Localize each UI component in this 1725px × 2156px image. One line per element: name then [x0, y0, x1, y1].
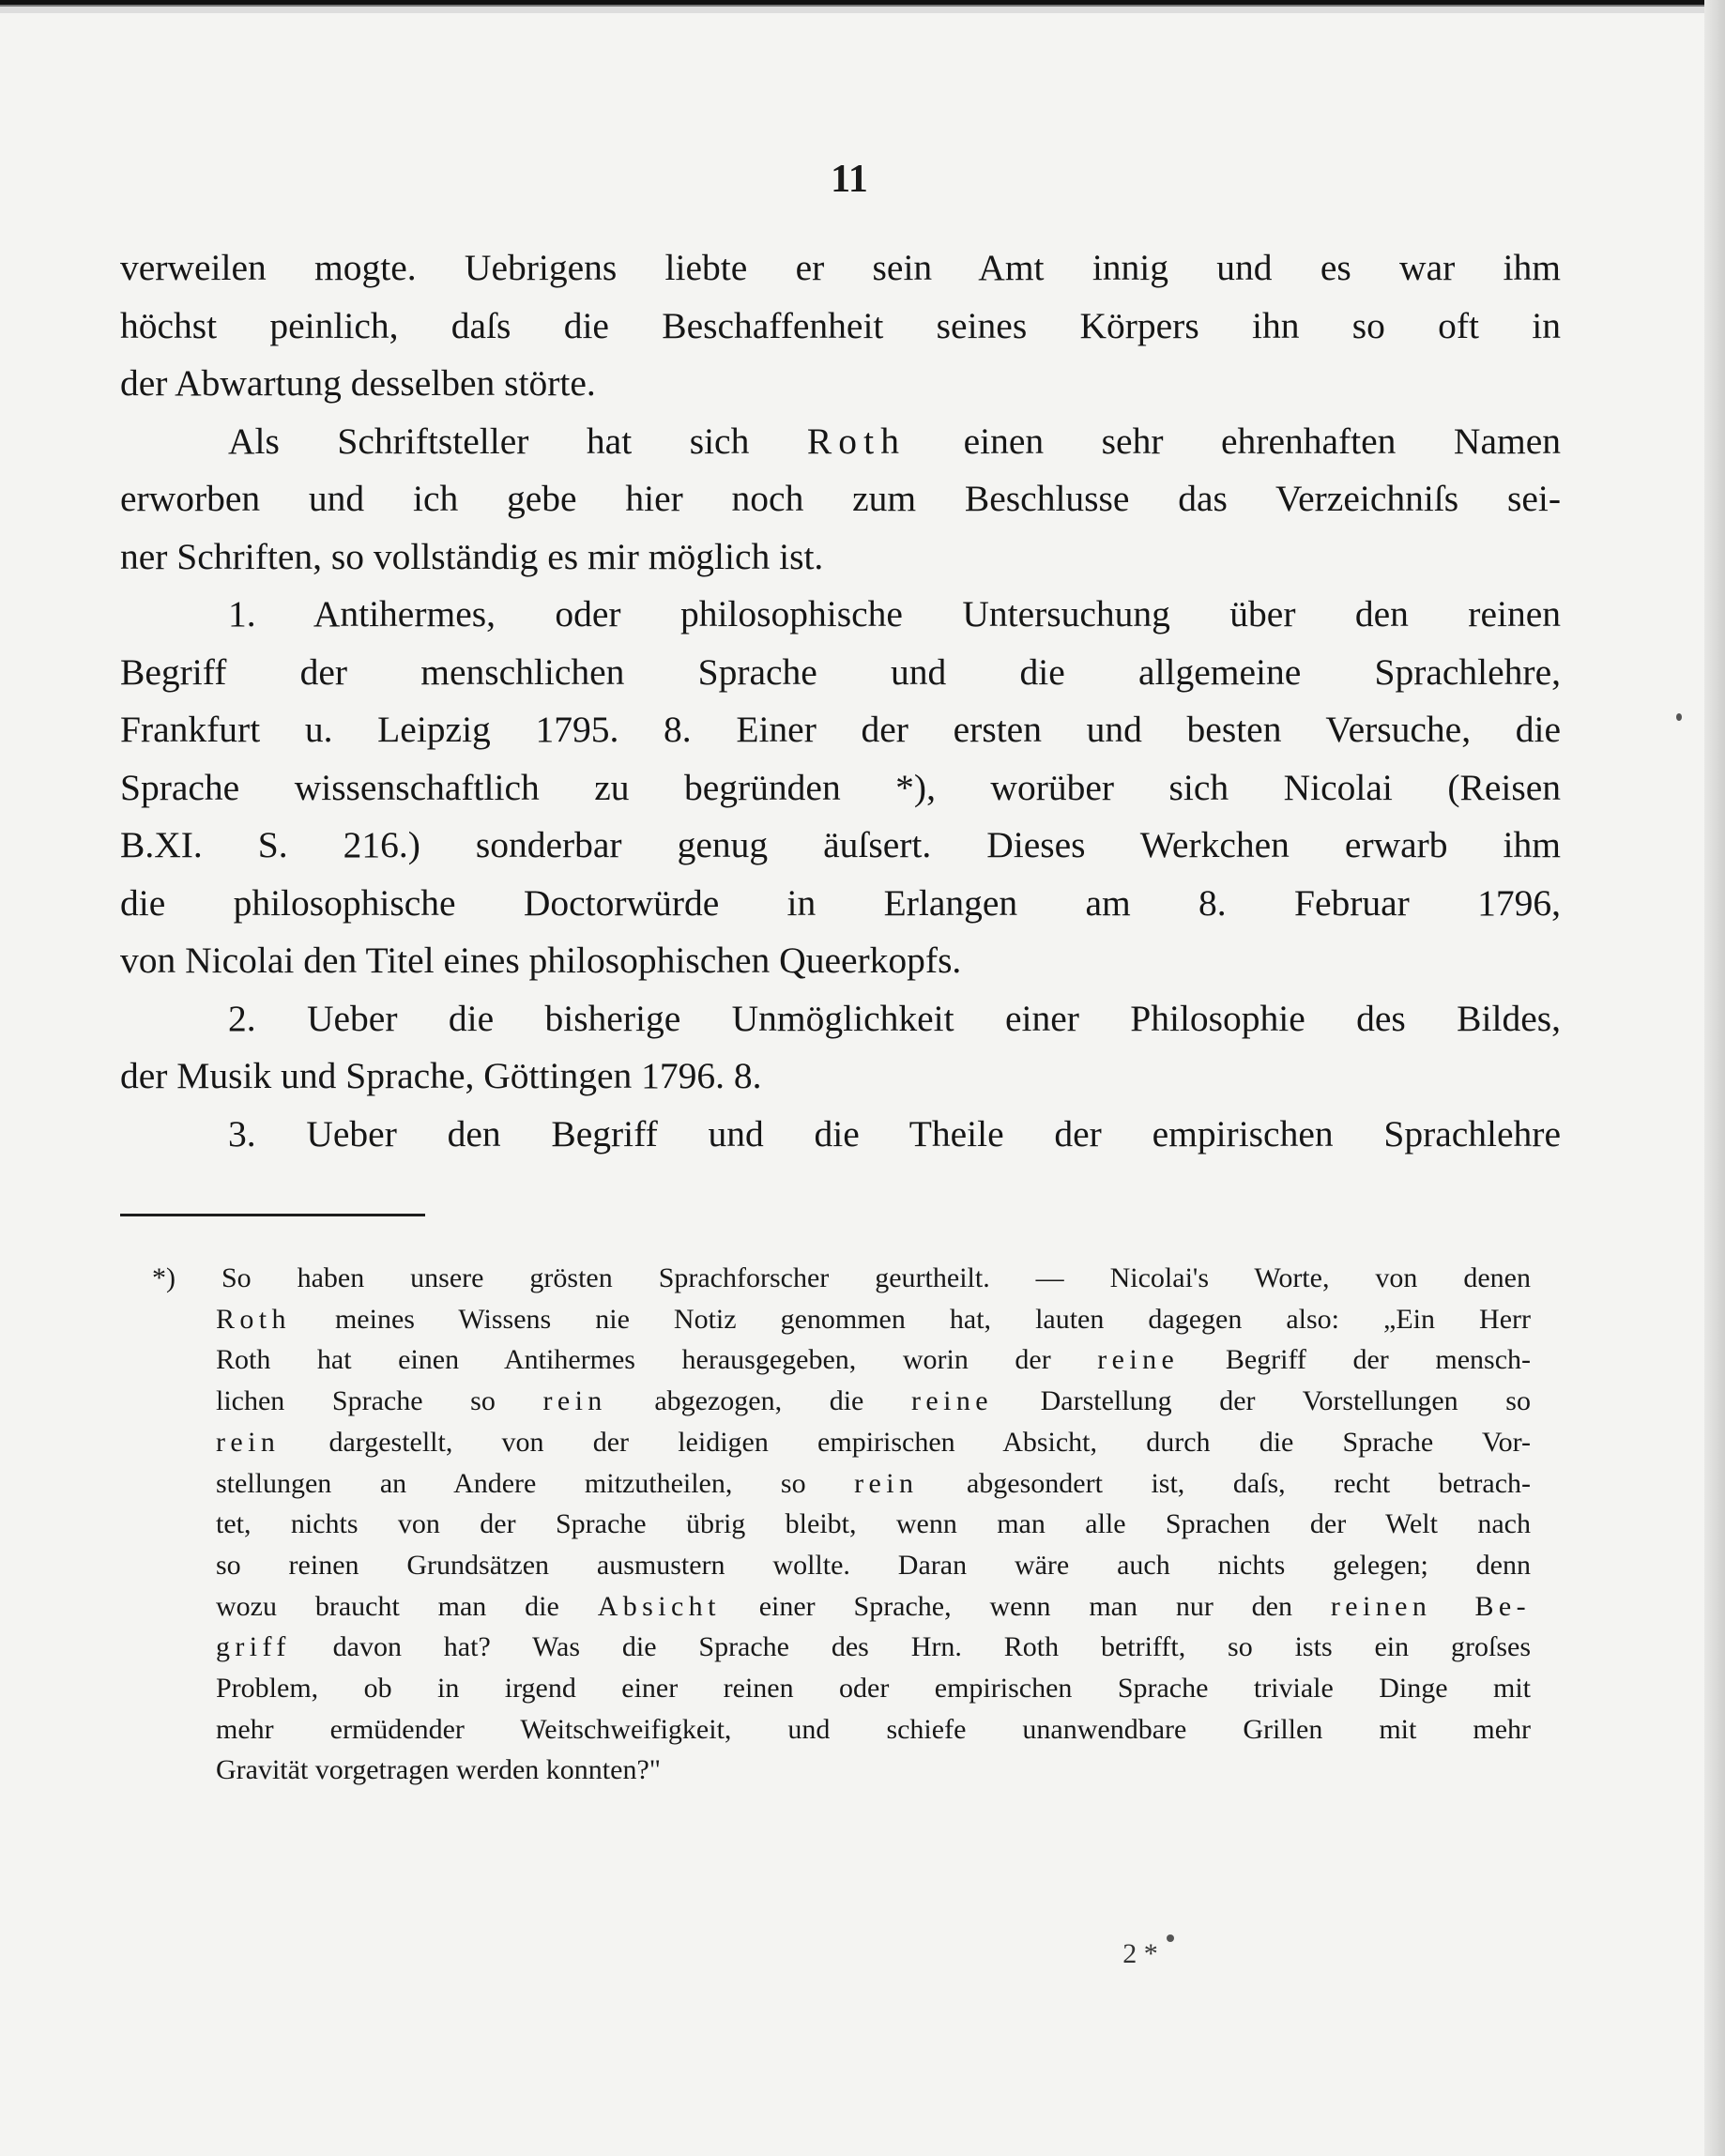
- spaced-word: rein: [542, 1385, 607, 1417]
- spaced-name-roth: Roth: [806, 420, 907, 462]
- text-fragment: davon hat? Was die Sprache des Hrn. Roth betrifft, so ists ein groſses: [290, 1631, 1531, 1663]
- text-fragment: stellungen an Andere mitzutheilen, so: [216, 1467, 855, 1499]
- main-text: [120, 239, 1561, 1163]
- footnote-line: mehr ermüdender Weitschweifigkeit, und schiefe unanwendbare Grillen mit mehr: [216, 1713, 1531, 1745]
- footnote-line: [165, 1339, 1531, 1381]
- text-fragment: meines Wissens nie Notiz genommen hat, lauten dagegen also: „Ein Herr: [290, 1303, 1531, 1335]
- text-fragment: Roth hat einen Antihermes herausgegeben, worin der: [216, 1344, 1098, 1376]
- text-fragment: einer Sprache, wenn man nur den: [720, 1590, 1331, 1622]
- footnote-rule: [120, 1214, 425, 1216]
- paper-speck: [1167, 1934, 1174, 1942]
- footnote-line: [165, 1627, 1531, 1668]
- text-line: höchst peinlich, daſs die Beschaffenheit seines Körpers ihn so oft in: [120, 304, 1561, 346]
- spaced-word: reinen Be-: [1330, 1590, 1531, 1622]
- spaced-word: reine: [1097, 1344, 1180, 1376]
- spaced-word: griff: [216, 1631, 291, 1663]
- text-fragment: lichen Sprache so: [216, 1385, 543, 1417]
- text-line: Sprache wissenschaftlich zu begründen *), worüber sich Nicolai (Reisen: [120, 766, 1561, 808]
- text-line: die philosophische Doctorwürde in Erlangen am 8. Februar 1796,: [120, 881, 1561, 924]
- text-line: Frankfurt u. Leipzig 1795. 8. Einer der ersten und besten Versuche, die: [120, 709, 1561, 750]
- spaced-word: reine: [911, 1385, 993, 1417]
- text-line: erworben und ich gebe hier noch zum Beschlusse das Verzeichniſs sei-: [120, 478, 1561, 519]
- spaced-word: Absicht: [597, 1590, 721, 1622]
- text-fragment: Als Schriftsteller hat sich: [228, 420, 807, 462]
- text-fragment: einen sehr ehrenhaften Namen: [906, 420, 1561, 462]
- list-item-2: 2. Ueber die bisherige Unmöglichkeit einer Philosophie des Bildes,: [228, 997, 1561, 1039]
- footnote-line: tet, nichts von der Sprache übrig bleibt, wenn man alle Sprachen der Welt nach: [216, 1508, 1531, 1540]
- footnote-line: Gravität vorgetragen werden konnten?": [216, 1754, 662, 1786]
- footnote-line: [165, 1299, 1531, 1340]
- text-line: der Musik und Sprache, Göttingen 1796. 8.: [120, 1055, 762, 1096]
- spaced-name-roth: Roth: [216, 1303, 291, 1335]
- spaced-word: rein: [216, 1426, 281, 1458]
- text-line: verweilen mogte. Uebrigens liebte er sein Amt innig und es war ihm: [120, 247, 1561, 288]
- footnote-line: [165, 1463, 1531, 1505]
- footnote-line: [165, 1422, 1531, 1463]
- page-number: 11: [831, 158, 868, 201]
- list-item-1: 1. Antihermes, oder philosophische Untersuchung über den reinen: [228, 593, 1561, 635]
- spaced-word: rein: [854, 1467, 919, 1499]
- footnote-line: [165, 1586, 1531, 1628]
- footnote-line: so reinen Grundsätzen ausmustern wollte. Daran wäre auch nichts gelegen; denn: [216, 1549, 1531, 1581]
- footnote-line: Problem, ob in irgend einer reinen oder empirischen Sprache triviale Dinge mit: [216, 1673, 1531, 1705]
- text-fragment: wozu braucht man die: [216, 1590, 598, 1622]
- scan-top-edge: [0, 0, 1725, 13]
- text-fragment: Darstellung der Vorstellungen so: [992, 1385, 1531, 1417]
- footnote-line: *) So haben unsere grösten Sprachforscher geurtheilt. — Nicolai's Worte, von denen: [152, 1262, 1531, 1293]
- text-fragment: dargestellt, von der leidigen empirischen Absicht, durch die Sprache Vor-: [280, 1426, 1531, 1458]
- text-line: der Abwartung desselben störte.: [120, 362, 596, 404]
- text-fragment: abgezogen, die: [606, 1385, 912, 1417]
- text-fragment: abgesondert ist, daſs, recht betrach-: [918, 1467, 1531, 1499]
- footnote-line: [165, 1381, 1531, 1422]
- text-line: [120, 413, 1561, 471]
- signature-mark: 2 *: [1122, 1938, 1158, 1969]
- list-item-3: 3. Ueber den Begriff und die Theile der empirischen Sprachlehre: [228, 1112, 1561, 1154]
- footnote: [152, 1258, 1531, 1791]
- text-line: von Nicolai den Titel eines philosophischen Queerkopfs.: [120, 940, 962, 981]
- paper-speck: [1676, 713, 1682, 721]
- scan-right-edge: [1704, 0, 1725, 2156]
- text-fragment: Begriff der mensch-: [1179, 1344, 1531, 1376]
- text-line: ner Schriften, so vollständig es mir möglich ist.: [120, 535, 824, 577]
- text-line: Begriff der menschlichen Sprache und die allgemeine Sprachlehre,: [120, 650, 1561, 693]
- text-line: B.XI. S. 216.) sonderbar genug äuſsert. Dieses Werkchen erwarb ihm: [120, 824, 1561, 865]
